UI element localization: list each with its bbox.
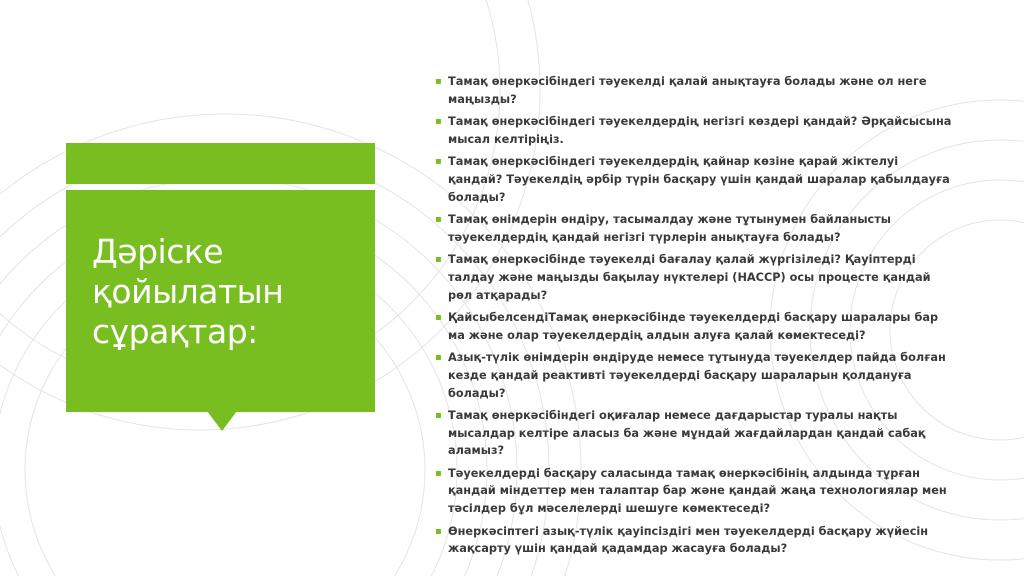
question-text: Азық-түлік өнімдерін өндіруде немесе тұтынуда тәуекелдер пайда болған кезде қандай реактивті тәуекелдерді басқару шараларын қолдануға болады? — [448, 351, 946, 400]
square-bullet-icon: ▪ — [435, 116, 442, 128]
question-item — [435, 465, 955, 518]
question-text: Тамақ өнімдерін өндіру, тасымалдау және тұтынумен байланысты тәуекелдердің қандай негізгі түрлерін анықтауға болады? — [448, 213, 892, 244]
title-panel-pointer — [207, 411, 237, 431]
question-item — [435, 309, 955, 344]
question-item — [435, 211, 955, 246]
question-text: ҚайсыбелсендіТамақ өнеркәсібінде тәуекелдерді басқару шаралары бар ма және олар тәуекелдердің алдын алуға қалай көмектеседі? — [448, 311, 939, 342]
question-item — [435, 407, 955, 460]
question-text: Тамақ өнеркәсібіндегі оқиғалар немесе дағдарыстар туралы нақты мысалдар келтіре аласыз ба және мұндай жағдайлардан қандай сабақ аламыз? — [448, 409, 926, 458]
question-item — [435, 349, 955, 402]
question-text: Тамақ өнеркәсібіндегі тәуекелді қалай анықтауға болады және ол неге маңызды? — [448, 75, 927, 106]
question-text: Тамақ өнеркәсібінде тәуекелді бағалау қалай жүргізіледі? Қауіптерді талдау және маңызды бақылау нүктелері (HACCP) осы процесте қандай рөл атқарады? — [448, 253, 931, 302]
square-bullet-icon: ▪ — [435, 525, 442, 537]
question-text: Тамақ өнеркәсібіндегі тәуекелдердің негізгі көздері қандай? Әрқайсысына мысал келтіріңіз. — [448, 115, 952, 146]
square-bullet-icon: ▪ — [435, 254, 442, 266]
question-item — [435, 73, 955, 108]
square-bullet-icon: ▪ — [435, 312, 442, 324]
question-item — [435, 251, 955, 304]
question-text: Тамақ өнеркәсібіндегі тәуекелдердің қайнар көзіне қарай жіктелуі қандай? Тәуекелдің әрбір түрін басқару үшін қандай шаралар қабылдауға болады? — [448, 155, 950, 204]
square-bullet-icon: ▪ — [435, 156, 442, 168]
title-accent-strip — [66, 143, 375, 184]
square-bullet-icon: ▪ — [435, 467, 442, 479]
slide-title: Дәріске қойылатын сұрақтар: — [92, 232, 284, 351]
square-bullet-icon: ▪ — [435, 410, 442, 422]
question-item — [435, 153, 955, 206]
square-bullet-icon: ▪ — [435, 214, 442, 226]
questions-list — [435, 73, 955, 563]
question-item — [435, 523, 955, 558]
square-bullet-icon: ▪ — [435, 76, 442, 87]
question-text: Тәуекелдерді басқару саласында тамақ өнеркәсібінің алдында тұрған қандай міндеттер мен талаптар бар және қандай жаңа технологиялар мен тәсілдер бұл мәселелерді шешуге көмектеседі? — [448, 466, 947, 516]
square-bullet-icon: ▪ — [435, 352, 442, 364]
question-item — [435, 113, 955, 148]
question-text: Өнеркәсіптегі азық-түлік қауіпсіздігі мен тәуекелдерді басқару жүйесін жақсарту үшін қандай қадамдар жасауға болады? — [448, 524, 929, 556]
